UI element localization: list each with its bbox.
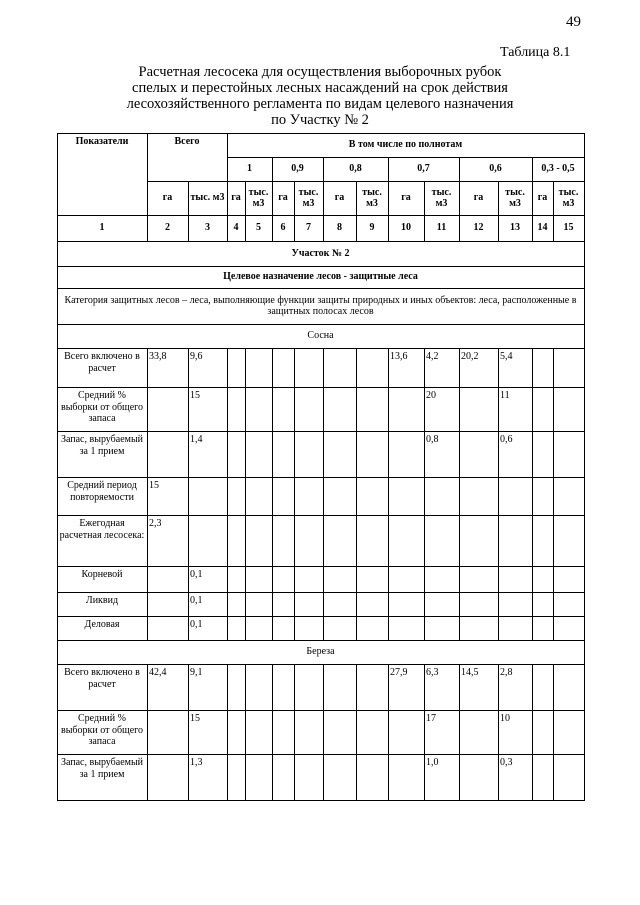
site-heading: Участок № 2 <box>291 247 350 259</box>
unit-ha: га <box>231 192 241 204</box>
value-cell: 0,6 <box>500 434 513 445</box>
value-cell: 9,6 <box>190 351 203 362</box>
unit-thousand-m3: тыс. м3 <box>362 186 382 209</box>
grid-line <box>147 348 148 641</box>
unit-ha: га <box>473 192 484 204</box>
grid-line <box>459 181 460 242</box>
grid-line <box>498 181 499 242</box>
row-label: Средний % выборки от общего запаса <box>60 390 144 424</box>
grid-line <box>388 348 389 641</box>
grid-line <box>188 181 189 242</box>
grid-line <box>424 181 425 242</box>
header-density: 0,9 <box>291 163 304 175</box>
grid-line <box>245 348 246 641</box>
grid-line <box>227 664 228 801</box>
value-cell: 27,9 <box>390 667 408 678</box>
grid-line <box>272 348 273 641</box>
grid-line <box>294 664 295 801</box>
header-density: 0,8 <box>349 163 362 175</box>
value-cell: 4,2 <box>426 351 439 362</box>
grid-line <box>57 664 585 665</box>
unit-ha: га <box>334 192 345 204</box>
row-label: Корневой <box>81 569 123 580</box>
unit-thousand-m3: тыс. м3 <box>505 186 525 209</box>
grid-line <box>57 241 585 242</box>
header-total: Всего <box>174 136 200 147</box>
unit-ha: га <box>278 192 288 204</box>
header-by-density: В том числе по полнотам <box>348 139 463 151</box>
grid-line <box>57 133 585 134</box>
grid-line <box>272 181 273 242</box>
row-label: Средний % выборки от общего запаса <box>60 713 144 747</box>
grid-line <box>424 664 425 801</box>
column-number: 12 <box>473 222 484 234</box>
header-density: 1 <box>247 163 252 175</box>
header-density: 0,3 - 0,5 <box>541 163 575 175</box>
grid-line <box>245 664 246 801</box>
column-number: 11 <box>436 222 447 234</box>
header-density: 0,7 <box>417 163 430 175</box>
header-indicators: Показатели <box>75 136 129 147</box>
grid-line <box>57 566 585 567</box>
value-cell: 20 <box>426 390 436 401</box>
grid-line <box>459 664 460 801</box>
value-cell: 1,0 <box>426 757 439 768</box>
grid-line <box>57 133 58 801</box>
grid-line <box>356 181 357 242</box>
value-cell: 0,1 <box>190 595 203 606</box>
grid-line <box>584 133 585 801</box>
grid-line <box>424 348 425 641</box>
species-heading-birch: Береза <box>306 646 335 658</box>
title-line: спелых и перестойных лесных насаждений на срок действия <box>132 80 508 96</box>
column-number: 3 <box>205 222 210 234</box>
grid-line <box>553 664 554 801</box>
row-label: Ликвид <box>85 595 119 606</box>
row-label: Всего включено в расчет <box>64 667 140 690</box>
column-number: 8 <box>337 222 342 234</box>
value-cell: 0,1 <box>190 619 203 630</box>
grid-line <box>272 664 273 801</box>
grid-line <box>323 664 324 801</box>
grid-line <box>356 664 357 801</box>
grid-line <box>388 664 389 801</box>
grid-line <box>57 800 585 801</box>
grid-line <box>57 215 585 216</box>
grid-line <box>57 640 585 641</box>
grid-line <box>147 664 148 801</box>
row-label: Средний период повторяемости <box>67 480 137 503</box>
unit-ha: га <box>537 192 548 204</box>
value-cell: 20,2 <box>461 351 479 362</box>
grid-line <box>532 664 533 801</box>
unit-thousand-m3: тыс. м3 <box>190 192 225 204</box>
grid-line <box>498 664 499 801</box>
grid-line <box>498 348 499 641</box>
column-number: 13 <box>510 222 520 234</box>
grid-line <box>356 348 357 641</box>
grid-line <box>388 181 389 242</box>
column-number: 4 <box>233 222 239 234</box>
value-cell: 11 <box>500 390 510 401</box>
grid-line <box>147 215 148 242</box>
value-cell: 5,4 <box>500 351 513 362</box>
grid-line <box>227 181 228 242</box>
grid-line <box>57 592 585 593</box>
table-label: Таблица 8.1 <box>500 45 571 60</box>
grid-line <box>188 348 189 641</box>
value-cell: 33,8 <box>149 351 167 362</box>
row-label: Запас, вырубаемый за 1 прием <box>60 434 144 457</box>
column-number: 7 <box>306 222 311 234</box>
value-cell: 15 <box>190 390 200 401</box>
grid-line <box>294 348 295 641</box>
value-cell: 42,4 <box>149 667 167 678</box>
value-cell: 0,8 <box>426 434 439 445</box>
column-number: 1 <box>99 222 105 234</box>
value-cell: 2,3 <box>149 518 162 529</box>
column-number: 6 <box>280 222 286 234</box>
header-density: 0,6 <box>489 163 502 175</box>
value-cell: 14,5 <box>461 667 479 678</box>
value-cell: 2,8 <box>500 667 513 678</box>
unit-ha: га <box>162 192 173 204</box>
category-heading: Категория защитных лесов – леса, выполняющие функции защиты природных и иных объектов: леса, расположенные в защитных полосах лесов <box>64 294 577 317</box>
purpose-heading: Целевое назначение лесов - защитные леса <box>223 271 418 283</box>
value-cell: 13,6 <box>390 351 408 362</box>
unit-thousand-m3: тыс. м3 <box>248 186 269 209</box>
row-label: Ежегодная расчетная лесосека: <box>59 518 145 541</box>
value-cell: 6,3 <box>426 667 439 678</box>
grid-line <box>245 181 246 242</box>
grid-line <box>57 266 585 267</box>
row-label: Деловая <box>84 619 120 630</box>
unit-ha: га <box>401 192 411 204</box>
grid-line <box>227 348 228 641</box>
grid-line <box>188 664 189 801</box>
grid-line <box>57 710 585 711</box>
column-number: 2 <box>165 222 170 234</box>
grid-line <box>532 181 533 242</box>
grid-line <box>553 181 554 242</box>
grid-line <box>57 324 585 325</box>
grid-line <box>57 754 585 755</box>
species-heading-pine: Сосна <box>307 330 334 342</box>
value-cell: 1,3 <box>190 757 203 768</box>
grid-line <box>57 431 585 432</box>
grid-line <box>57 616 585 617</box>
grid-line <box>57 288 585 289</box>
row-label: Всего включено в расчет <box>64 351 140 374</box>
page-number: 49 <box>566 14 581 30</box>
grid-line <box>57 348 585 349</box>
grid-line <box>294 181 295 242</box>
title-line: лесохозяйственного регламента по видам целевого назначения <box>126 96 514 112</box>
grid-line <box>57 515 585 516</box>
grid-line <box>57 477 585 478</box>
value-cell: 0,1 <box>190 569 203 580</box>
column-number: 5 <box>256 222 261 234</box>
row-label: Запас, вырубаемый за 1 прием <box>60 757 144 780</box>
grid-line <box>553 348 554 641</box>
title-line: Расчетная лесосека для осуществления выборочных рубок <box>138 64 502 80</box>
value-cell: 17 <box>426 713 436 724</box>
value-cell: 0,3 <box>500 757 513 768</box>
value-cell: 15 <box>149 480 159 491</box>
grid-line <box>532 348 533 641</box>
column-number: 10 <box>401 222 411 234</box>
column-number: 9 <box>369 222 375 234</box>
title-line: по Участку № 2 <box>271 112 369 128</box>
grid-line <box>459 348 460 641</box>
value-cell: 10 <box>500 713 510 724</box>
column-number: 15 <box>563 222 574 234</box>
grid-line <box>323 348 324 641</box>
unit-thousand-m3: тыс. м3 <box>431 186 452 209</box>
column-number: 14 <box>537 222 548 234</box>
grid-line <box>57 387 585 388</box>
value-cell: 9,1 <box>190 667 203 678</box>
value-cell: 1,4 <box>190 434 203 445</box>
grid-line <box>323 181 324 242</box>
unit-thousand-m3: тыс. м3 <box>298 186 319 209</box>
value-cell: 15 <box>190 713 200 724</box>
unit-thousand-m3: тыс. м3 <box>558 186 579 209</box>
